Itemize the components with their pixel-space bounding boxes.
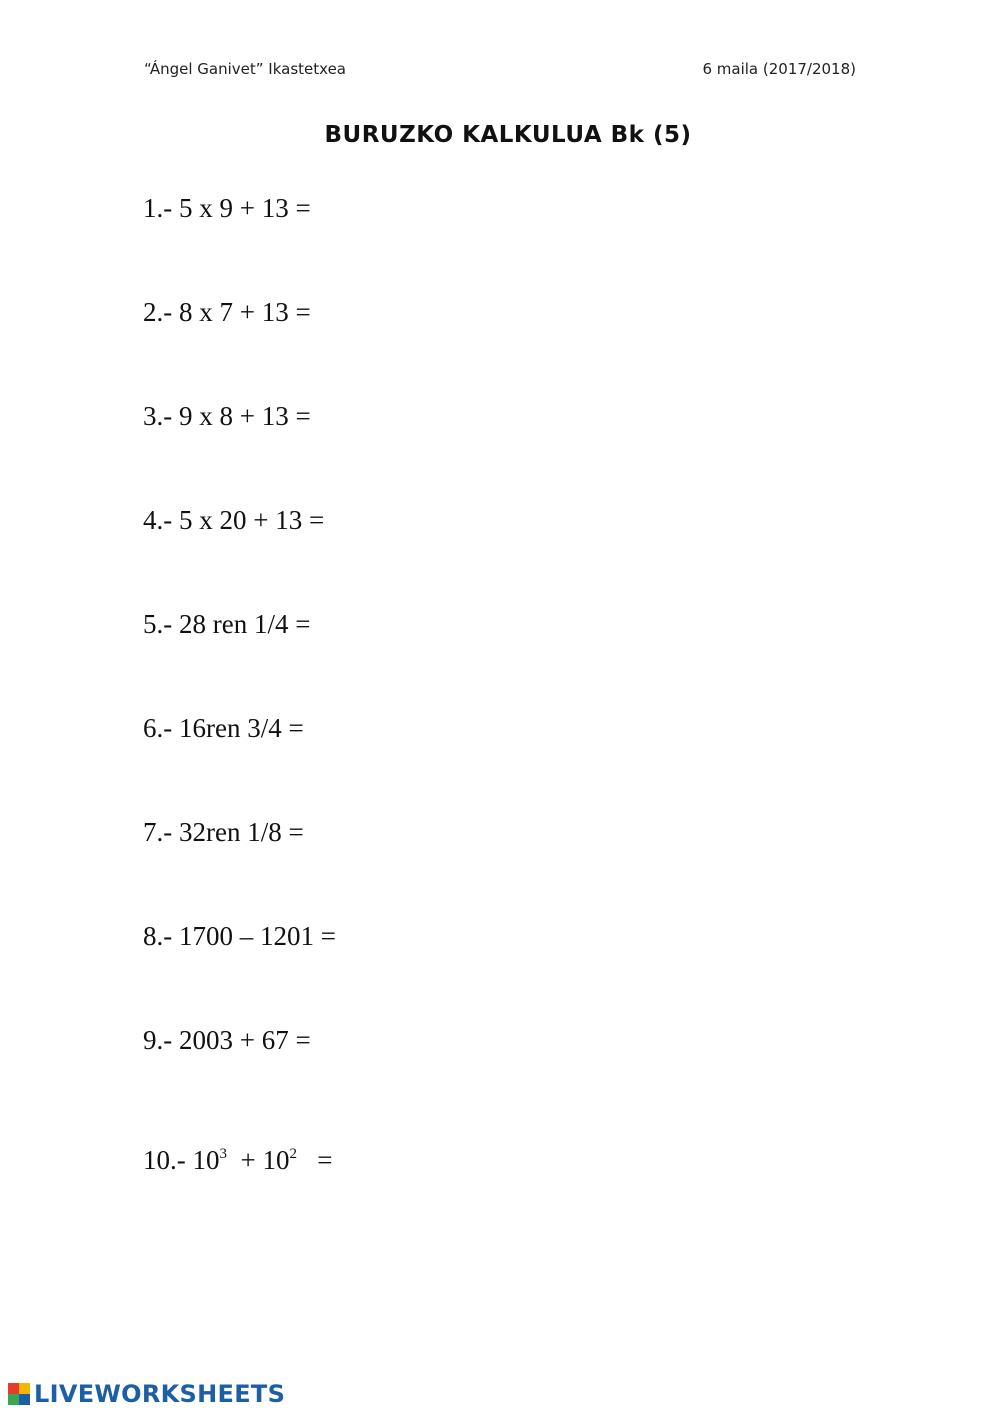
worksheet-title: BURUZKO KALKULUA Bk (5) bbox=[324, 122, 692, 148]
page-header bbox=[144, 60, 856, 78]
problem-8: 8.- 1700 – 1201 = bbox=[143, 921, 336, 951]
exponent-3: 3 bbox=[219, 1146, 227, 1162]
grade-year: 6 maila (2017/2018) bbox=[702, 60, 856, 78]
liveworksheets-footer bbox=[8, 1380, 285, 1408]
problem-7: 7.- 32ren 1/8 = bbox=[143, 817, 304, 847]
problem-5: 5.- 28 ren 1/4 = bbox=[143, 609, 311, 639]
logo-square-yellow bbox=[19, 1383, 30, 1394]
problem-10-equals: = bbox=[296, 1145, 333, 1175]
logo-square-red bbox=[8, 1383, 19, 1394]
liveworksheets-logo-text: LIVEWORKSHEETS bbox=[34, 1380, 286, 1408]
liveworksheets-logo-icon bbox=[8, 1383, 30, 1405]
problem-1: 1.- 5 x 9 + 13 = bbox=[143, 193, 311, 223]
problem-4: 4.- 5 x 20 + 13 = bbox=[143, 505, 325, 535]
problem-10 bbox=[143, 1145, 332, 1176]
exponent-2: 2 bbox=[289, 1146, 297, 1162]
problem-10-base2: + 10 bbox=[227, 1145, 290, 1175]
logo-square-green bbox=[8, 1394, 19, 1405]
school-name: “Ángel Ganivet” Ikastetxea bbox=[144, 60, 346, 78]
problem-6: 6.- 16ren 3/4 = bbox=[143, 713, 304, 743]
logo-square-blue bbox=[19, 1394, 30, 1405]
problem-2: 2.- 8 x 7 + 13 = bbox=[143, 297, 311, 327]
problem-3: 3.- 9 x 8 + 13 = bbox=[143, 401, 311, 431]
problem-10-base1: 10.- 10 bbox=[143, 1145, 220, 1175]
problem-9: 9.- 2003 + 67 = bbox=[143, 1025, 311, 1055]
